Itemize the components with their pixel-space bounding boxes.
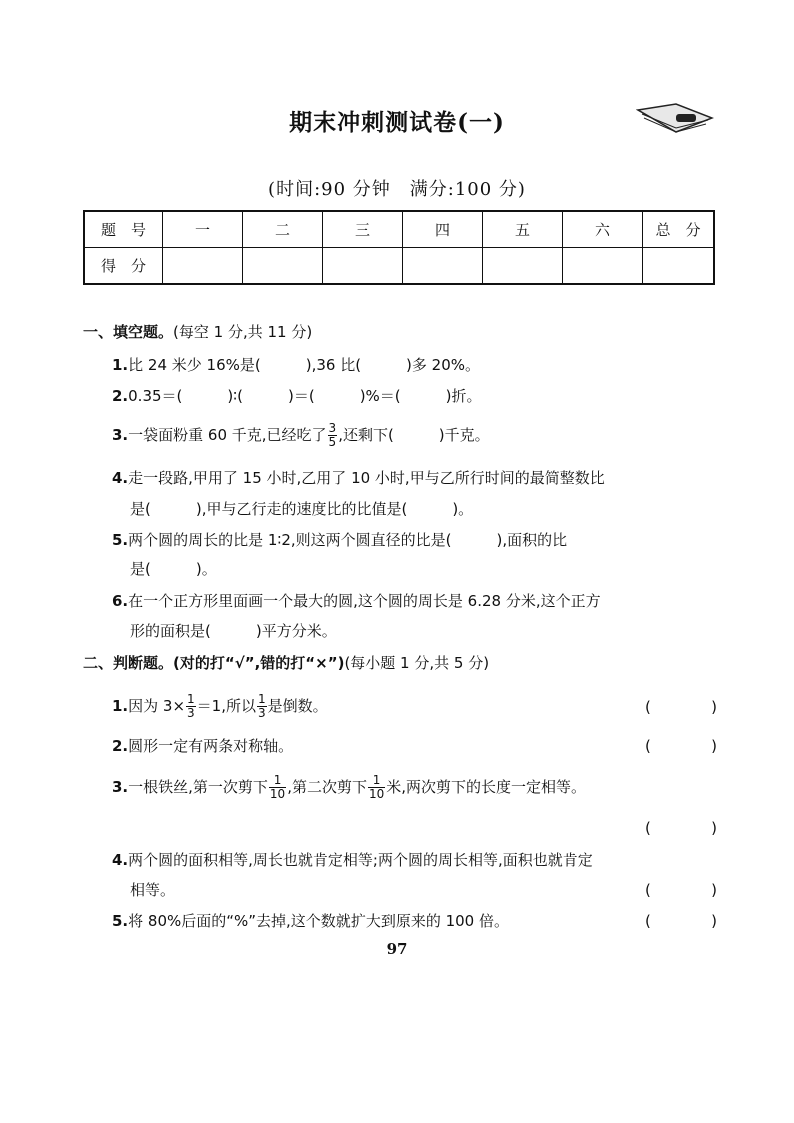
paren-open: ( xyxy=(645,737,651,755)
question-number: 4. xyxy=(112,851,129,869)
question-number: 1. xyxy=(112,356,129,374)
paren-open: ( xyxy=(645,912,651,930)
question-1-5 xyxy=(112,530,567,550)
question-2-5 xyxy=(112,911,509,931)
question-text: 是倒数。 xyxy=(267,697,328,715)
question-text: 两个圆的面积相等,周长也就肯定相等;两个圆的周长相等,面积也就肯定 xyxy=(128,851,593,869)
fraction xyxy=(269,774,286,801)
question-text: ＝1,所以 xyxy=(196,697,256,715)
question-2-4-line2: 相等。 xyxy=(130,881,176,899)
question-1-4-line2: 是( ),甲与乙行走的速度比的比值是( )。 xyxy=(130,500,474,518)
paren-close: ) xyxy=(711,698,717,716)
question-text: 在一个正方形里面画一个最大的圆,这个圆的周长是 6.28 分米,这个正方 xyxy=(128,592,601,610)
question-text: 两个圆的周长的比是 1∶2,则这两个圆直径的比是( ),面积的比 xyxy=(128,531,568,549)
score-cell[interactable] xyxy=(243,248,323,285)
section-2-title: 二、判断题。 xyxy=(83,654,174,672)
table-cell: 四 xyxy=(403,211,483,248)
fraction-numerator: 1 xyxy=(368,774,385,788)
paren-open: ( xyxy=(645,698,651,716)
question-number: 2. xyxy=(112,737,129,755)
question-number: 3. xyxy=(112,778,129,796)
fraction-denominator: 3 xyxy=(257,706,266,720)
question-text: ,还剩下( )千克。 xyxy=(338,426,490,444)
score-cell[interactable] xyxy=(403,248,483,285)
table-cell: 题 号 xyxy=(84,211,163,248)
table-cell: 总 分 xyxy=(643,211,715,248)
table-cell: 得 分 xyxy=(84,248,163,285)
paren-open: ( xyxy=(645,819,651,837)
paren-close: ) xyxy=(711,737,717,755)
question-1-6 xyxy=(112,591,601,611)
score-cell[interactable] xyxy=(483,248,563,285)
table-cell: 六 xyxy=(563,211,643,248)
question-text: 因为 3× xyxy=(128,697,186,715)
question-1-5-line2: 是( )。 xyxy=(130,560,217,578)
fraction-denominator: 3 xyxy=(187,706,195,720)
section-2-title-extra: (对的打“√”,错的打“×”) xyxy=(173,654,345,672)
fraction-numerator: 1 xyxy=(269,774,286,788)
fraction-numerator: 1 xyxy=(257,692,266,706)
question-text: 一袋面粉重 60 千克,已经吃了 xyxy=(128,426,327,444)
question-number: 6. xyxy=(112,592,129,610)
question-2-2 xyxy=(112,736,293,756)
fraction xyxy=(328,422,338,449)
fraction-numerator: 1 xyxy=(187,692,195,706)
question-text: 比 24 米少 16%是( ),36 比( )多 20%。 xyxy=(128,356,481,374)
question-text: 0.35＝( )∶( )＝( )%＝( )折。 xyxy=(128,387,482,405)
question-2-3 xyxy=(112,774,586,801)
question-number: 2. xyxy=(112,387,129,405)
score-table xyxy=(83,210,715,285)
question-text: 走一段路,甲用了 15 小时,乙用了 10 小时,甲与乙所行时间的最简整数比 xyxy=(128,469,605,487)
fraction xyxy=(186,693,196,720)
table-row xyxy=(84,248,714,285)
question-1-6-line2: 形的面积是( )平方分米。 xyxy=(130,622,337,640)
section-1-title: 一、填空题。 xyxy=(83,323,174,341)
paren-close: ) xyxy=(711,881,717,899)
table-cell: 三 xyxy=(323,211,403,248)
page-number: 97 xyxy=(386,940,408,958)
question-number: 1. xyxy=(112,697,129,715)
question-text: 将 80%后面的“%”去掉,这个数就扩大到原来的 100 倍。 xyxy=(128,912,509,930)
table-cell: 一 xyxy=(163,211,243,248)
section-2-heading xyxy=(83,653,489,673)
question-number: 3. xyxy=(112,426,129,444)
exam-info: (时间:90 分钟 满分:100 分) xyxy=(268,179,526,200)
question-2-1 xyxy=(112,693,328,720)
question-text: 一根铁丝,第一次剪下 xyxy=(128,778,268,796)
score-cell[interactable] xyxy=(323,248,403,285)
table-cell: 五 xyxy=(483,211,563,248)
fraction xyxy=(368,774,385,801)
question-2-4 xyxy=(112,850,593,870)
question-text: 圆形一定有两条对称轴。 xyxy=(128,737,294,755)
question-1-2 xyxy=(112,386,482,406)
section-2-note: (每小题 1 分,共 5 分) xyxy=(344,654,490,672)
page-title: 期末冲刺测试卷(一) xyxy=(289,109,505,136)
question-1-4 xyxy=(112,468,605,488)
table-cell: 二 xyxy=(243,211,323,248)
score-cell[interactable] xyxy=(563,248,643,285)
question-1-1 xyxy=(112,355,480,375)
table-row xyxy=(84,211,714,248)
question-text: ,第二次剪下 xyxy=(287,778,367,796)
question-number: 5. xyxy=(112,531,129,549)
section-1-note: (每空 1 分,共 11 分) xyxy=(173,323,313,341)
fraction-numerator: 3 xyxy=(328,421,337,435)
score-cell[interactable] xyxy=(163,248,243,285)
paren-close: ) xyxy=(711,819,717,837)
question-number: 4. xyxy=(112,469,129,487)
question-number: 5. xyxy=(112,912,129,930)
fraction-denominator: 10 xyxy=(269,787,286,801)
fraction-denominator: 5 xyxy=(328,435,337,449)
question-text: 米,两次剪下的长度一定相等。 xyxy=(386,778,587,796)
paren-close: ) xyxy=(711,912,717,930)
score-cell[interactable] xyxy=(643,248,715,285)
fraction-denominator: 10 xyxy=(368,787,385,801)
fraction xyxy=(257,693,267,720)
section-1-heading xyxy=(83,322,312,342)
paren-open: ( xyxy=(645,881,651,899)
question-1-3 xyxy=(112,422,490,449)
